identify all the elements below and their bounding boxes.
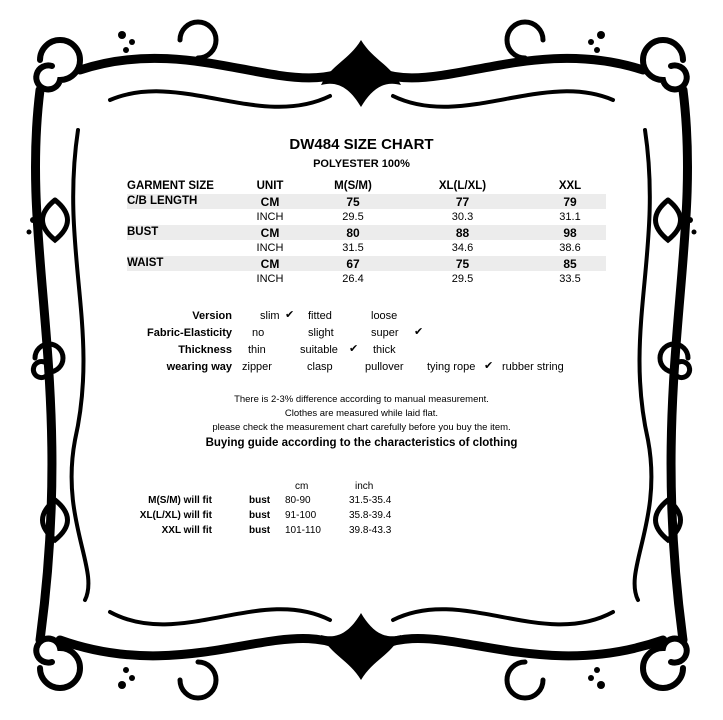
header-xxl: XXL [558,180,582,192]
option-thick: thick [373,344,396,356]
bust-inch-xxl: 38.6 [559,242,581,254]
feature-label-wearing-way: wearing way [166,361,232,373]
cb-length-cm-m: 75 [346,195,360,209]
option-thin: thin [248,344,266,356]
header-unit: UNIT [256,180,284,192]
bust-cm-xxl: 98 [563,226,577,240]
unit-inch: INCH [256,211,284,223]
fit-cm-xxl: 101-110 [285,525,321,536]
cb-length-cm-xl: 77 [455,195,470,209]
unit-cm: CM [260,195,280,209]
cb-length-inch-xxl: 31.1 [559,211,581,223]
fit-header-cm: cm [295,481,309,492]
option-pullover: pullover [365,361,404,373]
fit-inch-m: 31.5-35.4 [349,495,392,506]
waist-inch-xl: 29.5 [451,273,474,285]
cb-length-cm-xxl: 79 [563,195,577,209]
buying-guide-title: Buying guide according to the characteristics of clothing [205,437,518,449]
cb-length-inch-xl: 30.3 [451,211,474,223]
check-icon: ✔ [484,360,494,372]
unit-cm: CM [260,226,280,240]
material-label: POLYESTER 100% [313,158,410,170]
fit-part: bust [249,525,271,536]
waist-cm-m: 67 [346,257,360,271]
header-xl: XL(L/XL) [438,180,487,192]
unit-inch: INCH [256,273,284,285]
note-line: Clothes are measured while laid flat. [284,408,439,419]
feature-label-elasticity: Fabric-Elasticity [147,327,232,339]
header-garment-size: GARMENT SIZE [127,180,214,192]
fit-part: bust [249,495,271,506]
option-fitted: fitted [308,310,332,322]
waist-cm-xl: 75 [455,257,470,271]
option-super: super [371,327,399,339]
row-label-waist: WAIST [127,257,164,269]
fit-part: bust [249,510,271,521]
waist-cm-xxl: 85 [563,257,577,271]
waist-inch-m: 26.4 [342,273,364,285]
fit-cm-xl: 91-100 [285,510,317,521]
option-no: no [252,327,265,339]
note-line: please check the measurement chart carefully before you buy the item. [212,422,511,433]
fit-label-xxl: XXL will fit [161,525,212,536]
option-slight: slight [308,327,334,339]
header-m: M(S/M) [334,180,372,192]
cb-length-inch-m: 29.5 [342,211,364,223]
unit-cm: CM [260,257,280,271]
option-tying-rope: tying rope [427,361,476,373]
row-label-bust: BUST [127,226,159,238]
feature-label-thickness: Thickness [178,344,232,356]
bust-cm-xl: 88 [455,226,470,240]
check-icon: ✔ [285,309,295,321]
fit-label-m: M(S/M) will fit [148,495,212,506]
waist-inch-xxl: 33.5 [559,273,581,285]
bust-cm-m: 80 [346,226,360,240]
bust-inch-m: 31.5 [342,242,364,254]
bust-inch-xl: 34.6 [451,242,474,254]
option-slim: slim [260,310,280,322]
option-suitable: suitable [300,344,338,356]
note-line: There is 2-3% difference according to manual measurement. [234,394,489,405]
fit-cm-m: 80-90 [285,495,311,506]
option-clasp: clasp [307,361,333,373]
option-zipper: zipper [242,361,272,373]
check-icon: ✔ [349,343,359,355]
row-label-cb-length: C/B LENGTH [127,195,198,207]
fit-header-inch: inch [355,481,374,492]
chart-title: DW484 SIZE CHART [289,136,434,153]
fit-inch-xl: 35.8-39.4 [349,510,392,521]
fit-label-xl: XL(L/XL) will fit [139,510,212,521]
option-rubber-string: rubber string [502,361,564,373]
check-icon: ✔ [414,326,424,338]
fit-inch-xxl: 39.8-43.3 [349,525,392,536]
unit-inch: INCH [256,242,284,254]
option-loose: loose [371,310,398,322]
feature-label-version: Version [192,310,232,322]
